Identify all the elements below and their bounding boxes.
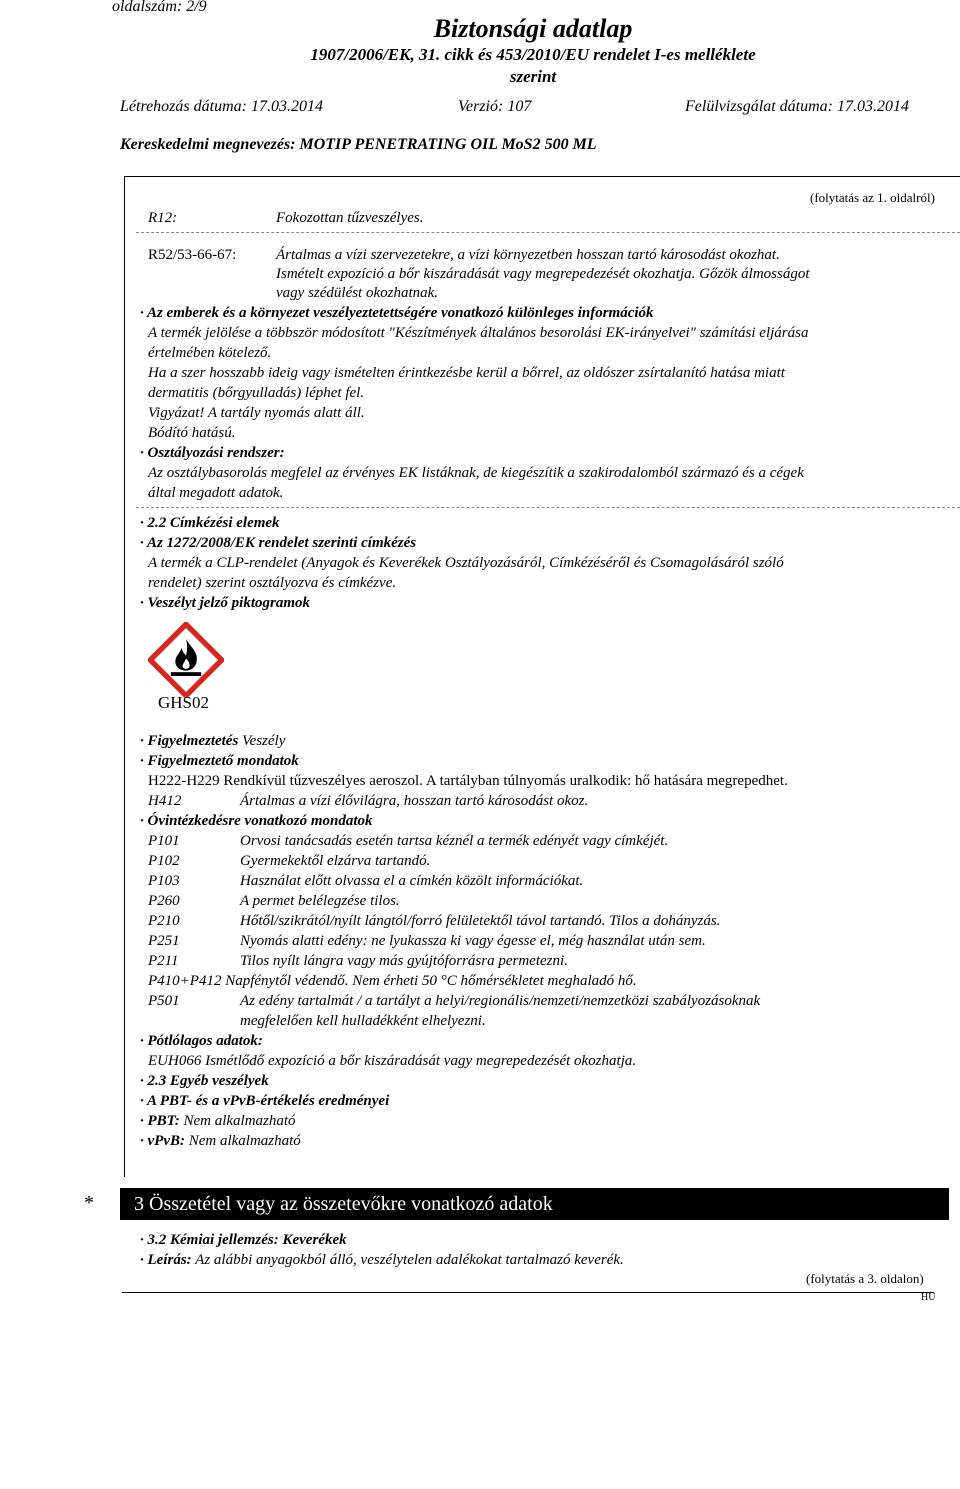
rphrase-text: Ártalmas a vízi szervezetekre, a vízi környezetben hosszan tartó károsodást okozhat.: [276, 247, 780, 263]
section-3-title: 3 Összetétel vagy az összetevőkre vonatkozó adatok: [120, 1188, 949, 1220]
p-statement-code: P102: [148, 853, 180, 869]
p-statement-text: megfelelően kell hulladékként elhelyezni.: [240, 1013, 486, 1029]
document-subtitle-2: szerint: [509, 67, 557, 86]
signal-word: [140, 733, 285, 750]
p-statement-text: A permet belélegzése tilos.: [240, 893, 400, 909]
divider: [136, 507, 960, 508]
product-name: Kereskedelmi megnevezés: MOTIP PENETRATING OIL MoS2 500 ML: [120, 136, 597, 153]
continued-from: (folytatás az 1. oldalról): [810, 190, 935, 205]
hazard-statements-heading: · Figyelmeztető mondatok: [140, 753, 299, 769]
p-statement: P410+P412 Napfénytől védendő. Nem érheti 50 °C hőmérsékletet meghaladó hő.: [148, 973, 637, 989]
p-statement-code: P210: [148, 913, 180, 929]
pbt-row: [140, 1113, 296, 1130]
p-statement-text: Hőtől/szikrától/nyílt lángtól/forró felületektől távol tartandó. Tilos a dohányzás.: [240, 913, 721, 929]
pbt-value: Nem alkalmazható: [179, 1113, 296, 1129]
pbt-label: · PBT:: [140, 1113, 180, 1129]
p-statement-code: P251: [148, 933, 180, 949]
rphrase-text: Fokozottan tűzveszélyes.: [276, 210, 424, 226]
supplementary-heading: · Pótlólagos adatok:: [140, 1033, 263, 1049]
text-line: Bódító hatású.: [148, 425, 236, 441]
p-statement-code: P211: [148, 953, 179, 969]
h-statement-code: H412: [148, 793, 182, 809]
p-statement-text: Gyermekektől elzárva tartandó.: [240, 853, 431, 869]
continued-to: (folytatás a 3. oldalon): [806, 1271, 924, 1286]
rphrase-text: vagy szédülést okozhatnak.: [276, 285, 439, 301]
footer-rule: [122, 1292, 934, 1293]
text-line: Az osztálybasorolás megfelel az érvényes EK listáknak, de kiegészítik a szakirodalomból származó és a cégek: [148, 465, 804, 481]
text-line: A termék jelölése a többször módosított "Készítmények általános besorolási EK-irányelvei" számítási eljárása: [148, 325, 809, 341]
text-line: rendelet) szerint osztályozva és címkézve.: [148, 575, 397, 591]
signal-value: Veszély: [238, 733, 286, 749]
classification-heading: · Osztályozási rendszer:: [140, 445, 285, 461]
page-number: oldalszám: 2/9: [112, 0, 207, 15]
created-date: Létrehozás dátuma: 17.03.2014: [120, 98, 323, 115]
text-line: dermatitis (bőrgyulladás) léphet fel.: [148, 385, 365, 401]
language-code: HU: [921, 1292, 936, 1303]
text-line: Ha a szer hosszabb ideig vagy ismételten érintkezésbe kerül a bőrrel, az oldószer zsírtalanító hatása miatt: [148, 365, 785, 381]
p-statement-code: P501: [148, 993, 180, 1009]
pbt-heading: · A PBT- és a vPvB-értékelés eredményei: [140, 1093, 390, 1109]
signal-label: · Figyelmeztetés: [140, 733, 239, 749]
section-3-2-heading: · 3.2 Kémiai jellemzés: Keverékek: [140, 1232, 347, 1248]
p-statement-text: Az edény tartalmát / a tartályt a helyi/regionális/nemzeti/nemzetközi szabályozásoknak: [240, 993, 761, 1009]
description-label: · Leírás:: [140, 1252, 192, 1268]
section-2-2-heading: · 2.2 Címkézési elemek: [140, 515, 280, 531]
vpvb-row: [140, 1133, 301, 1150]
change-marker: *: [84, 1192, 94, 1214]
h-statement: H222-H229 Rendkívül tűzveszélyes aeroszol. A tartályban túlnyomás uralkodik: hő hatására megrepedhet.: [148, 773, 788, 789]
special-info-heading: · Az emberek és a környezet veszélyeztetettségére vonatkozó különleges információk: [140, 305, 654, 321]
divider: [136, 232, 960, 233]
p-statement-text: Használat előtt olvassa el a címkén közölt információkat.: [240, 873, 584, 889]
p-statement-text: Tilos nyílt lángra vagy más gyújtóforrásra permetezni.: [240, 953, 568, 969]
document-subtitle: 1907/2006/EK, 31. cikk és 453/2010/EU rendelet I-es melléklete: [310, 45, 756, 64]
description-value: Az alábbi anyagokból álló, veszélytelen adalékokat tartalmazó keverék.: [191, 1252, 624, 1268]
text-line: A termék a CLP-rendelet (Anyagok és Keverékek Osztályozásáról, Címkézéséről és Csomagolásáról szóló: [148, 555, 784, 571]
description-row: [140, 1252, 624, 1269]
flame-pictogram-icon: [148, 622, 224, 698]
h-statement-text: Ártalmas a vízi élővilágra, hosszan tartó károsodást okoz.: [240, 793, 589, 809]
pictogram-heading: · Veszélyt jelző piktogramok: [140, 595, 310, 611]
clp-heading: · Az 1272/2008/EK rendelet szerinti címkézés: [140, 535, 417, 551]
precautionary-heading: · Óvintézkedésre vonatkozó mondatok: [140, 813, 373, 829]
rphrase-code: R12:: [148, 210, 178, 226]
ghs-label: GHS02: [158, 693, 210, 712]
p-statement-code: P260: [148, 893, 180, 909]
p-statement-text: Orvosi tanácsadás esetén tartsa kéznél a termék edényét vagy címkéjét.: [240, 833, 669, 849]
revised-date: Felülvizsgálat dátuma: 17.03.2014: [685, 98, 909, 115]
document-title: Biztonsági adatlap: [433, 14, 633, 43]
p-statement-code: P103: [148, 873, 180, 889]
rphrase-text: Ismételt expozíció a bőr kiszáradását vagy megrepedezését okozhatja. Gőzök álmosságot: [276, 266, 810, 282]
euh-statement: EUH066 Ismétlődő expozíció a bőr kiszáradását vagy megrepedezését okozhatja.: [148, 1053, 637, 1069]
p-statement-code: P101: [148, 833, 180, 849]
section-2-3-heading: · 2.3 Egyéb veszélyek: [140, 1073, 269, 1089]
vpvb-value: Nem alkalmazható: [184, 1133, 301, 1149]
text-line: által megadott adatok.: [148, 485, 284, 501]
p-statement-text: Nyomás alatti edény: ne lyukassza ki vagy égesse el, még használat után sem.: [240, 933, 706, 949]
text-line: Vigyázat! A tartály nyomás alatt áll.: [148, 405, 365, 421]
vpvb-label: · vPvB:: [140, 1133, 185, 1149]
version: Verzió: 107: [458, 98, 532, 115]
rphrase-code: R52/53-66-67:: [148, 247, 237, 263]
text-line: értelmében kötelező.: [148, 345, 272, 361]
